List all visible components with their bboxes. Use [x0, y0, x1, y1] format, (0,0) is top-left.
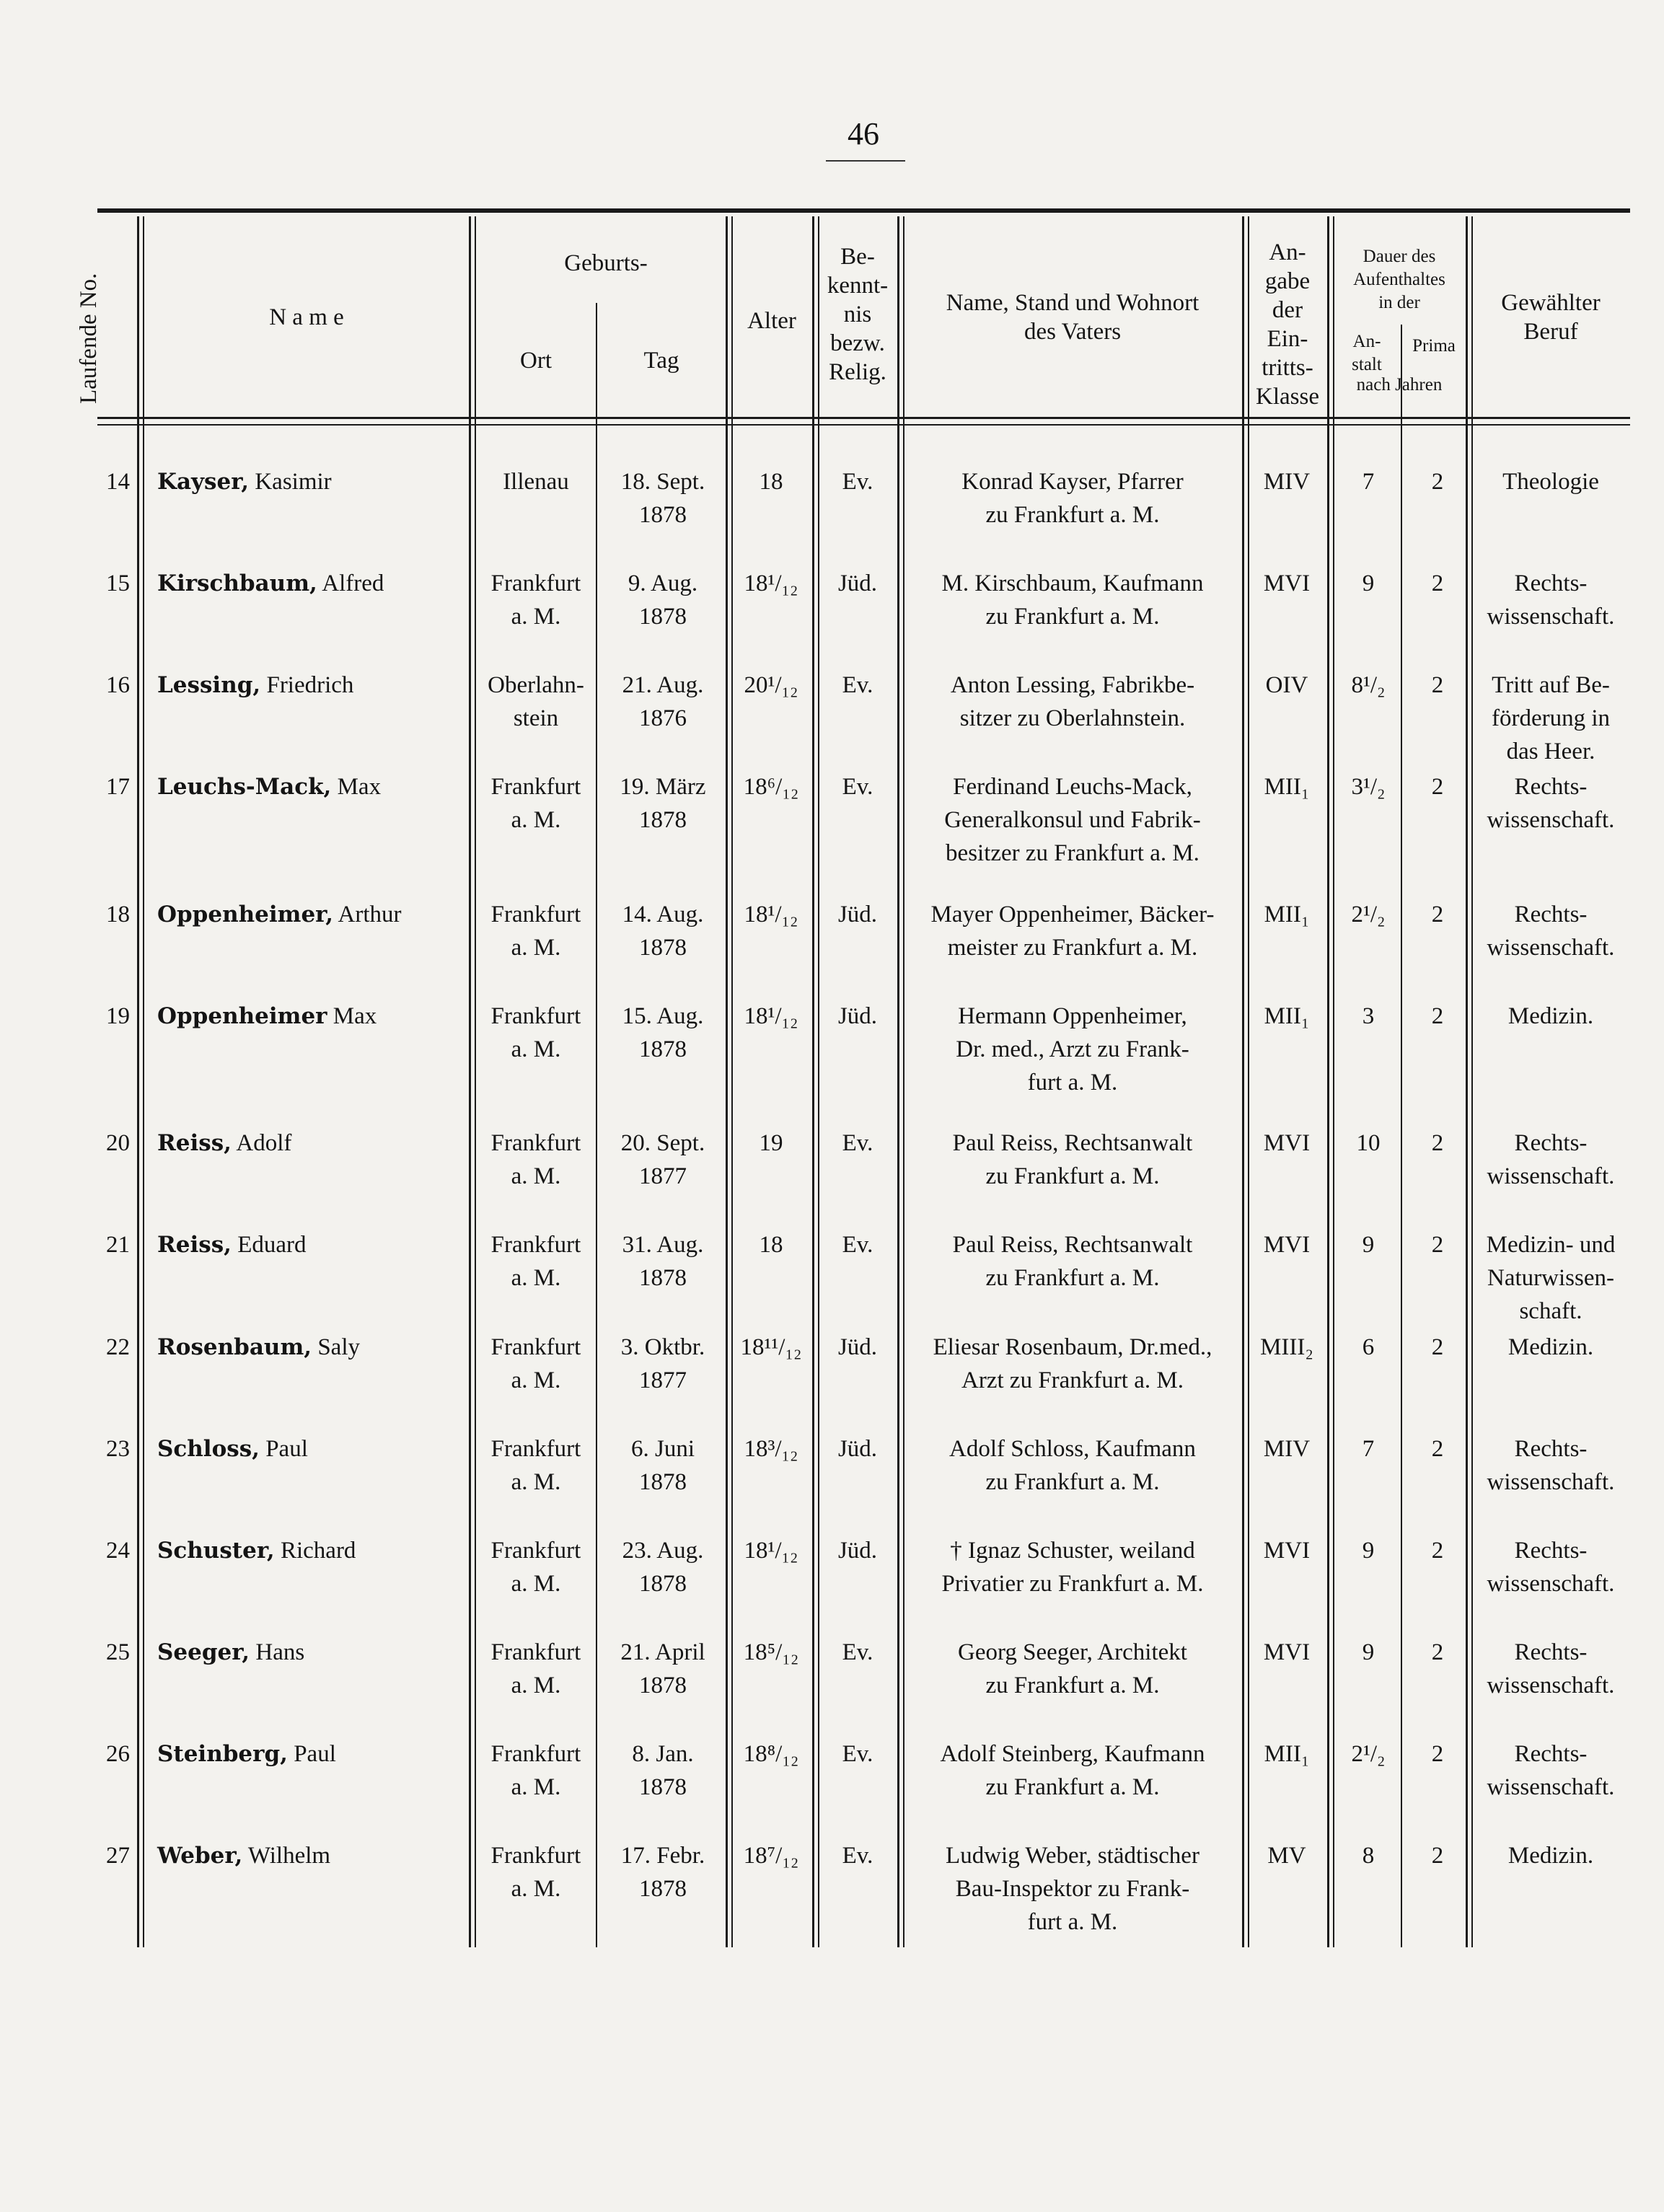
age: 20¹/₁₂ [744, 672, 798, 698]
age: 18¹/₁₂ [744, 902, 798, 927]
entry-class: MVI [1263, 1232, 1311, 1258]
chosen-profession: Medizin. [1507, 1334, 1594, 1360]
age: 18⁶/₁₂ [743, 774, 799, 800]
student-given-name: Kasimir [249, 469, 332, 495]
chosen-profession: Rechts- wissenschaft. [1487, 1130, 1615, 1189]
religion: Jüd. [837, 1436, 878, 1462]
birth-date: 17. Febr. 1878 [620, 1843, 705, 1902]
chosen-profession: Rechts- wissenschaft. [1487, 1436, 1615, 1495]
student-surname: Schuster, [157, 1538, 275, 1564]
student-name [157, 465, 467, 498]
years-at-school: 9 [1362, 1232, 1375, 1258]
birth-date: 19. März 1878 [620, 774, 706, 833]
student-name [157, 770, 467, 803]
years-at-school: 9 [1362, 1639, 1375, 1665]
birth-place: Frankfurt a. M. [490, 1639, 581, 1698]
student-name [157, 1636, 467, 1669]
student-surname: Kayser, [157, 469, 250, 495]
column-divider [143, 216, 144, 1947]
header-vater: Name, Stand und Wohnort des Vaters [946, 290, 1199, 345]
student-surname: Oppenheimer [157, 1003, 327, 1029]
header-geburts: Geburts- [564, 250, 648, 276]
birth-date: 21. Aug. 1876 [622, 672, 704, 731]
father-info: Anton Lessing, Fabrikbe- sitzer zu Oberlahnstein. [950, 672, 1195, 731]
row-number: 24 [106, 1538, 130, 1564]
entry-class: MV [1267, 1843, 1306, 1869]
student-surname: Schloss, [157, 1436, 260, 1462]
row-number: 17 [106, 774, 130, 800]
header-alter: Alter [747, 308, 796, 334]
father-info: Paul Reiss, Rechtsanwalt zu Frankfurt a. M. [952, 1232, 1193, 1291]
entry-class: MII₁ [1264, 1741, 1310, 1767]
chosen-profession: Medizin. [1507, 1003, 1594, 1029]
years-at-school: 6 [1362, 1334, 1375, 1360]
years-in-prima: 2 [1431, 1639, 1444, 1665]
age: 18¹/₁₂ [744, 1538, 798, 1564]
page-number-rule [826, 160, 905, 162]
student-surname: Leuchs-Mack, [157, 774, 332, 800]
student-given-name: Arthur [333, 902, 402, 927]
row-number: 18 [106, 902, 130, 927]
birth-place: Frankfurt a. M. [490, 570, 581, 630]
student-given-name: Paul [287, 1741, 336, 1767]
years-at-school: 7 [1362, 469, 1375, 495]
column-divider [137, 216, 139, 1947]
age: 18¹/₁₂ [744, 1003, 798, 1029]
student-given-name: Saly [312, 1334, 360, 1360]
years-at-school: 3 [1362, 1003, 1375, 1029]
student-surname: Kirschbaum, [157, 570, 317, 596]
birth-place: Frankfurt a. M. [490, 1843, 581, 1902]
age: 18⁵/₁₂ [743, 1639, 799, 1665]
row-number: 26 [106, 1741, 130, 1767]
column-divider [1242, 216, 1244, 1947]
header-laufende-no: Laufende No. [76, 273, 102, 404]
student-given-name: Adolf [231, 1130, 292, 1156]
birth-place: Frankfurt a. M. [490, 774, 581, 833]
birth-date: 14. Aug. 1878 [622, 902, 704, 961]
student-surname: Reiss, [157, 1130, 232, 1156]
years-at-school: 2¹/₂ [1351, 1741, 1386, 1767]
father-info: † Ignaz Schuster, weiland Privatier zu Frankfurt a. M. [941, 1538, 1204, 1597]
row-number: 16 [106, 672, 130, 698]
chosen-profession: Rechts- wissenschaft. [1487, 774, 1615, 833]
years-at-school: 9 [1362, 570, 1375, 596]
entry-class: MIV [1263, 1436, 1311, 1462]
years-in-prima: 2 [1431, 1003, 1444, 1029]
header-prima: Prima [1412, 336, 1456, 356]
father-info: Adolf Steinberg, Kaufmann zu Frankfurt a. M. [940, 1741, 1205, 1800]
student-given-name: Max [327, 1003, 377, 1029]
religion: Ev. [842, 1843, 873, 1869]
birth-place: Illenau [503, 469, 569, 495]
entry-class: MVI [1263, 1639, 1311, 1665]
student-given-name: Wilhelm [242, 1843, 331, 1869]
row-number: 22 [106, 1334, 130, 1360]
father-info: Paul Reiss, Rechtsanwalt zu Frankfurt a. M. [952, 1130, 1193, 1189]
years-in-prima: 2 [1431, 774, 1444, 800]
religion: Ev. [842, 774, 873, 800]
years-in-prima: 2 [1431, 672, 1444, 698]
header-dauer: Dauer des Aufenthaltes in der [1353, 247, 1445, 312]
birth-place: Frankfurt a. M. [490, 902, 581, 961]
years-in-prima: 2 [1431, 1538, 1444, 1564]
entry-class: OIV [1265, 672, 1308, 698]
religion: Jüd. [837, 1538, 878, 1564]
student-surname: Oppenheimer, [157, 902, 334, 927]
student-surname: Seeger, [157, 1639, 250, 1665]
student-name [157, 1839, 467, 1872]
father-info: Ferdinand Leuchs-Mack, Generalkonsul und Fabrik- besitzer zu Frankfurt a. M. [944, 774, 1201, 866]
row-number: 21 [106, 1232, 130, 1258]
student-given-name: Friedrich [260, 672, 354, 698]
chosen-profession: Theologie [1502, 469, 1599, 495]
entry-class: MII₁ [1264, 774, 1310, 800]
student-surname: Steinberg, [157, 1741, 288, 1767]
birth-place: Frankfurt a. M. [490, 1003, 581, 1062]
religion: Ev. [842, 1741, 873, 1767]
row-number: 20 [106, 1130, 130, 1156]
years-at-school: 8 [1362, 1843, 1375, 1869]
entry-class: MIII₂ [1260, 1334, 1313, 1360]
religion: Jüd. [837, 1003, 878, 1029]
age: 18¹/₁₂ [744, 570, 798, 596]
years-in-prima: 2 [1431, 902, 1444, 927]
age: 18³/₁₂ [744, 1436, 798, 1462]
student-given-name: Max [331, 774, 382, 800]
header-beruf: Gewählter Beruf [1501, 290, 1601, 345]
chosen-profession: Rechts- wissenschaft. [1487, 1538, 1615, 1597]
religion: Ev. [842, 1639, 873, 1665]
years-in-prima: 2 [1431, 570, 1444, 596]
top-rule [97, 208, 1630, 213]
birth-date: 31. Aug. 1878 [622, 1232, 704, 1291]
student-surname: Reiss, [157, 1232, 232, 1258]
years-in-prima: 2 [1431, 1843, 1444, 1869]
father-info: Georg Seeger, Architekt zu Frankfurt a. M. [958, 1639, 1187, 1698]
birth-place: Frankfurt a. M. [490, 1436, 581, 1495]
religion: Jüd. [837, 1334, 878, 1360]
birth-date: 3. Oktbr. 1877 [620, 1334, 705, 1393]
student-name [157, 1127, 467, 1160]
student-given-name: Alfred [317, 570, 384, 596]
father-info: Hermann Oppenheimer, Dr. med., Arzt zu Frank- furt a. M. [956, 1003, 1189, 1096]
student-given-name: Eduard [231, 1232, 307, 1258]
birth-place: Frankfurt a. M. [490, 1538, 581, 1597]
row-number: 14 [106, 469, 130, 495]
father-info: Adolf Schloss, Kaufmann zu Frankfurt a. M. [949, 1436, 1196, 1495]
father-info: Konrad Kayser, Pfarrer zu Frankfurt a. M. [961, 469, 1184, 528]
entry-class: MVI [1263, 1130, 1311, 1156]
header-name: N a m e [269, 304, 344, 330]
chosen-profession: Rechts- wissenschaft. [1487, 1741, 1615, 1800]
birth-date: 21. April 1878 [620, 1639, 705, 1698]
row-number: 25 [106, 1639, 130, 1665]
age: 18 [759, 469, 783, 495]
years-in-prima: 2 [1431, 1741, 1444, 1767]
birth-place: Frankfurt a. M. [490, 1130, 581, 1189]
chosen-profession: Tritt auf Be- förderung in das Heer. [1491, 672, 1611, 764]
student-given-name: Hans [250, 1639, 305, 1665]
years-at-school: 8¹/₂ [1351, 672, 1386, 698]
entry-class: MVI [1263, 1538, 1311, 1564]
birth-place: Frankfurt a. M. [490, 1232, 581, 1291]
birth-date: 8. Jan. 1878 [632, 1741, 694, 1800]
entry-class: MII₁ [1264, 902, 1310, 927]
entry-class: MVI [1263, 570, 1311, 596]
age: 18⁷/₁₂ [743, 1843, 799, 1869]
birth-date: 15. Aug. 1878 [622, 1003, 704, 1062]
religion: Ev. [842, 1130, 873, 1156]
student-name [157, 1331, 467, 1364]
religion: Ev. [842, 1232, 873, 1258]
father-info: Ludwig Weber, städtischer Bau-Inspektor zu Frank- furt a. M. [946, 1843, 1199, 1935]
row-number: 19 [106, 1003, 130, 1029]
father-info: M. Kirschbaum, Kaufmann zu Frankfurt a. M. [941, 570, 1204, 630]
father-info: Eliesar Rosenbaum, Dr.med., Arzt zu Frankfurt a. M. [933, 1334, 1212, 1393]
birth-date: 23. Aug. 1878 [622, 1538, 704, 1597]
entry-class: MII₁ [1264, 1003, 1310, 1029]
years-at-school: 3¹/₂ [1351, 774, 1386, 800]
header-anstalt: An- stalt [1352, 332, 1382, 374]
column-divider [1327, 216, 1329, 1947]
years-at-school: 9 [1362, 1538, 1375, 1564]
page-number: 46 [848, 116, 879, 151]
header-nach-jahren: nach Jahren [1356, 375, 1443, 395]
birth-date: 20. Sept. 1877 [620, 1130, 705, 1189]
religion: Jüd. [837, 570, 878, 596]
years-in-prima: 2 [1431, 1334, 1444, 1360]
chosen-profession: Medizin- und Naturwissen- schaft. [1486, 1232, 1616, 1324]
row-number: 27 [106, 1843, 130, 1869]
religion: Ev. [842, 469, 873, 495]
chosen-profession: Rechts- wissenschaft. [1487, 570, 1615, 630]
student-name [157, 898, 467, 931]
student-name [157, 1000, 467, 1033]
row-number: 23 [106, 1436, 130, 1462]
birth-place: Frankfurt a. M. [490, 1741, 581, 1800]
column-divider [469, 216, 471, 1947]
header-tag: Tag [643, 348, 679, 374]
chosen-profession: Rechts- wissenschaft. [1487, 1639, 1615, 1698]
religion: Jüd. [837, 902, 878, 927]
student-name [157, 1432, 467, 1466]
years-at-school: 7 [1362, 1436, 1375, 1462]
header-bekenntnis: Be- kennt- nis bezw. Relig. [827, 244, 889, 385]
birth-date: 18. Sept. 1878 [620, 469, 705, 528]
entry-class: MIV [1263, 469, 1311, 495]
years-at-school: 10 [1356, 1130, 1381, 1156]
birth-place: Frankfurt a. M. [490, 1334, 581, 1393]
age: 18¹¹/₁₂ [740, 1334, 802, 1360]
father-info: Mayer Oppenheimer, Bäcker- meister zu Frankfurt a. M. [930, 902, 1215, 961]
row-number: 15 [106, 570, 130, 596]
student-name [157, 567, 467, 600]
birth-place: Oberlahn- stein [488, 672, 584, 731]
student-given-name: Richard [274, 1538, 356, 1564]
student-surname: Weber, [157, 1843, 243, 1869]
student-name [157, 1737, 467, 1771]
birth-date: 9. Aug. 1878 [628, 570, 698, 630]
birth-date: 6. Juni 1878 [630, 1436, 695, 1495]
chosen-profession: Rechts- wissenschaft. [1487, 902, 1615, 961]
student-name [157, 1228, 467, 1261]
age: 19 [759, 1130, 783, 1156]
years-in-prima: 2 [1431, 1232, 1444, 1258]
age: 18⁸/₁₂ [743, 1741, 799, 1767]
student-name [157, 1534, 467, 1567]
chosen-profession: Medizin. [1507, 1843, 1594, 1869]
years-in-prima: 2 [1431, 1436, 1444, 1462]
student-surname: Lessing, [157, 672, 261, 698]
header-ort: Ort [520, 348, 552, 374]
student-given-name: Paul [259, 1436, 308, 1462]
years-at-school: 2¹/₂ [1351, 902, 1386, 927]
religion: Ev. [842, 672, 873, 698]
years-in-prima: 2 [1431, 1130, 1444, 1156]
years-in-prima: 2 [1431, 469, 1444, 495]
header-klasse: An- gabe der Ein- tritts- Klasse [1256, 239, 1319, 410]
student-name [157, 669, 467, 702]
student-surname: Rosenbaum, [157, 1334, 312, 1360]
age: 18 [759, 1232, 783, 1258]
